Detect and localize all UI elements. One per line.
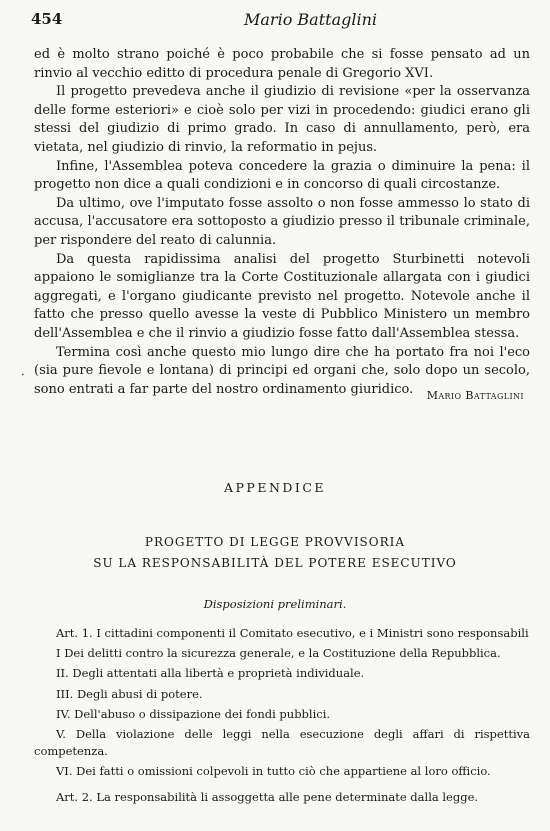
body-paragraph: Termina così anche questo mio lungo dire che ha portato fra noi l'eco (sia pure fievole e lontana) di principi ed organi che, solo dopo un secolo, sono entrati a far parte del nostro ordinamento giuridico. <box>34 344 530 397</box>
body-paragraph: ed è molto strano poiché è poco probabile che si fosse pensato ad un rinvio al vecchio editto di procedura penale di Gregorio XVI. <box>34 47 530 81</box>
articles-list <box>34 625 530 809</box>
margin-dot: • <box>21 372 25 379</box>
body-paragraph: Infine, l'Assemblea poteva concedere la grazia o diminuire la pena: il progetto non dice a quali condizioni e in concorso di quali circostanze. <box>34 158 530 193</box>
running-title: Mario Battaglini <box>244 10 377 29</box>
article-item: II. Degli attentati alla libertà e proprietà individuale. <box>56 666 365 681</box>
author-signature: Mario Battaglini <box>426 389 524 402</box>
project-title <box>0 532 550 574</box>
project-title-line: PROGETTO DI LEGGE PROVVISORIA <box>144 535 406 549</box>
article-item: Art. 1. I cittadini componenti il Comitato esecutivo, e i Ministri sono responsabili <box>56 626 529 640</box>
body-paragraph: Da questa rapidissima analisi del progetto Sturbinetti notevoli appaiono le somiglianze tra la Corte Costituzionale allargata con i giudici aggregati, e l'organo giudicante previsto nel progetto. Notevole anche il fatto che presso quello avesse la veste di Pubblico Ministero un membro dell'Assemblea e che il rinvio a giudizio fosse fatto dall'Assemblea stessa. <box>34 251 530 341</box>
article-item: V. Della violazione delle leggi nella esecuzione degli affari di rispettiva competenza. <box>34 727 530 759</box>
project-title-line: SU LA RESPONSABILITÀ DEL POTERE ESECUTIVO <box>93 556 457 570</box>
appendix-heading: APPENDICE <box>223 480 327 495</box>
article-item: VI. Dei fatti o omissioni colpevoli in tutto ciò che appartiene al loro officio. <box>56 764 491 779</box>
article-item: I Dei delitti contro la sicurezza generale, e la Costituzione della Repubblica. <box>56 646 501 661</box>
article-item: Art. 2. La responsabilità li assoggetta alle pene determinate dalla legge. <box>56 789 479 804</box>
page-number: 454 <box>31 10 63 28</box>
article-item: III. Degli abusi di potere. <box>56 686 203 701</box>
body-paragraph: Il progetto prevedeva anche il giudizio di revisione «per la osservanza delle forme esteriori» e cioè solo per vizi in procedendo: giudici erano gli stessi del giudizio di primo grado. In caso di annullamento, però, era vietata, nel giudizio di rinvio, la reformatio in pejus. <box>34 84 530 155</box>
section-title: Disposizioni preliminari. <box>203 597 347 611</box>
article-item: IV. Dell'abuso o dissipazione dei fondi pubblici. <box>56 706 331 721</box>
body-paragraph: Da ultimo, ove l'imputato fosse assolto o non fosse ammesso lo stato di accusa, l'accusatore era sottoposto a giudizio presso il tribunale criminale, per rispondere del reato di calunnia. <box>34 195 530 248</box>
article-body <box>34 46 530 399</box>
